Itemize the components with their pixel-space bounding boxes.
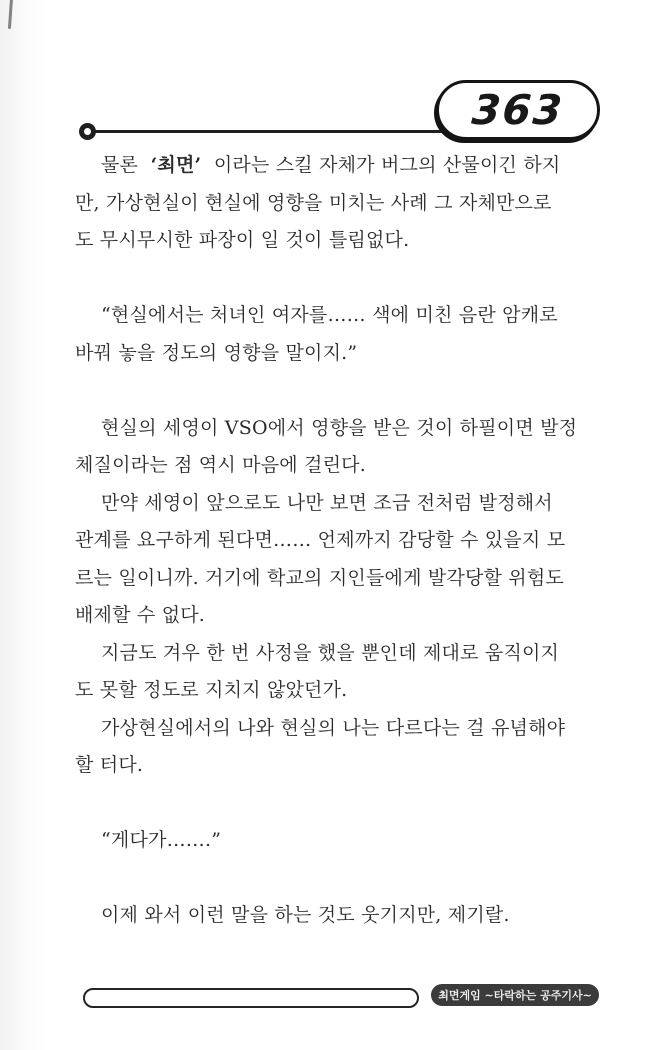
footer-series-title: 최면게임 ~타락하는 공주기사~ bbox=[438, 989, 592, 1002]
paragraph bbox=[75, 147, 603, 260]
paragraph bbox=[75, 485, 603, 635]
spine-scan-artifact bbox=[8, 0, 13, 29]
emphasized-text: ‘최면’ bbox=[150, 154, 202, 176]
text-segment: 물론 bbox=[101, 154, 151, 176]
paragraph bbox=[75, 822, 603, 860]
page-number: 363 bbox=[470, 85, 566, 134]
text-line bbox=[75, 222, 603, 260]
text-line bbox=[75, 185, 603, 223]
paragraph bbox=[75, 635, 603, 710]
text-line bbox=[75, 635, 603, 673]
text-line bbox=[75, 597, 603, 635]
text-segment: 만, 가상현실이 현실에 영향을 미치는 사례 그 자체만으로 bbox=[75, 191, 552, 214]
text-line bbox=[75, 522, 603, 560]
text-line bbox=[75, 710, 603, 748]
text-segment: 체질이라는 점 역시 마음에 걸린다. bbox=[75, 454, 366, 476]
paragraph bbox=[75, 897, 603, 935]
text-line bbox=[75, 672, 603, 710]
paragraph bbox=[75, 410, 603, 485]
text-line bbox=[75, 897, 603, 935]
text-line bbox=[75, 147, 603, 185]
text-segment: 할 터다. bbox=[75, 754, 144, 776]
text-segment: 바꿔 놓을 정도의 영향을 말이지.” bbox=[75, 341, 358, 364]
paragraph bbox=[75, 710, 603, 785]
footer-capsule-ornament bbox=[83, 988, 419, 1008]
text-segment: 이라는 스킬 자체가 버그의 산물이긴 하지 bbox=[201, 154, 561, 176]
text-segment: 도 무시무시한 파장이 일 것이 틀림없다. bbox=[75, 229, 410, 251]
text-segment: 지금도 겨우 한 번 사정을 했을 뿐인데 제대로 움직이지 bbox=[101, 641, 560, 664]
text-line bbox=[75, 410, 603, 448]
header-rule-line bbox=[95, 130, 447, 133]
text-line bbox=[75, 485, 603, 523]
text-segment: “현실에서는 처녀인 여자를…… 색에 미친 음란 암캐로 bbox=[101, 304, 558, 326]
text-segment: “게다가…….” bbox=[101, 829, 222, 851]
page-edge-shade bbox=[0, 0, 48, 1050]
text-segment: 도 못할 정도로 지치지 않았던가. bbox=[75, 679, 348, 701]
text-line bbox=[75, 335, 603, 373]
text-segment: 이제 와서 이런 말을 하는 것도 웃기지만, 제기랄. bbox=[101, 904, 510, 926]
text-segment: 만약 세영이 앞으로도 나만 보면 조금 전처럼 발정해서 bbox=[101, 491, 553, 514]
text-line bbox=[75, 447, 603, 485]
text-segment: 가상현실에서의 나와 현실의 나는 다르다는 걸 유념해야 bbox=[101, 716, 566, 739]
paragraph bbox=[75, 297, 603, 372]
text-line bbox=[75, 560, 603, 598]
footer-series-badge bbox=[431, 984, 599, 1006]
text-line bbox=[75, 747, 603, 785]
text-line bbox=[75, 297, 603, 335]
text-segment: 르는 일이니까. 거기에 학교의 지인들에게 발각당할 위험도 bbox=[75, 566, 564, 589]
text-line bbox=[75, 822, 603, 860]
page-number-badge bbox=[436, 80, 600, 140]
text-segment: 배제할 수 없다. bbox=[75, 604, 206, 626]
header-circle-ornament bbox=[79, 123, 96, 140]
body-text bbox=[75, 147, 603, 935]
text-segment: 현실의 세영이 VSO에서 영향을 받은 것이 하필이면 발정 bbox=[101, 416, 578, 439]
text-segment: 관계를 요구하게 된다면…… 언제까지 감당할 수 있을지 모 bbox=[75, 529, 566, 551]
